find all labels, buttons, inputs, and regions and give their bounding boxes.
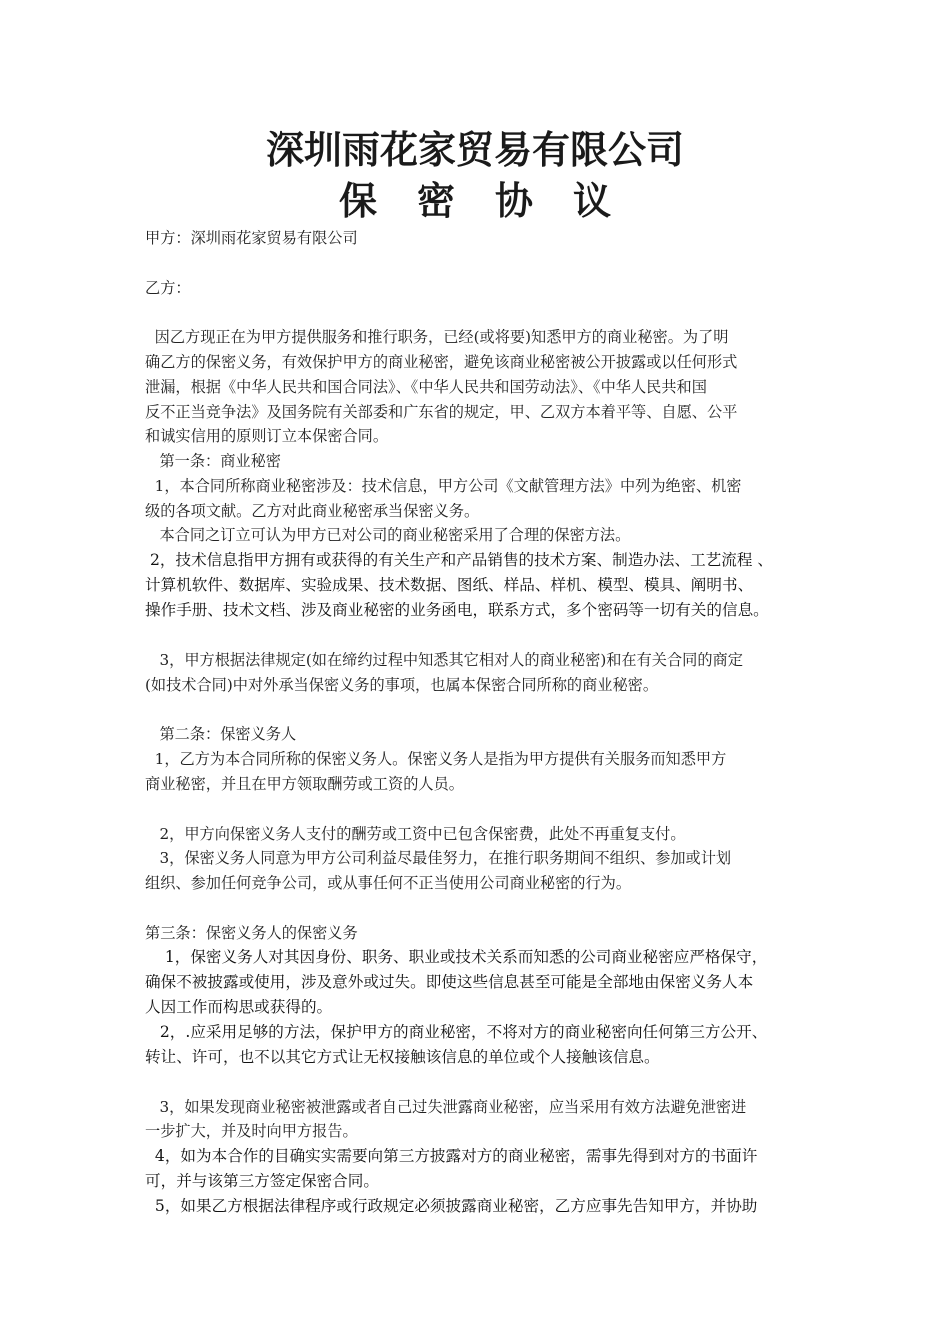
paragraph-line: 人因工作而构思或获得的。 — [145, 998, 333, 1016]
section-heading: 第二条：保密义务人 — [145, 725, 297, 743]
paragraph-line: 5，如果乙方根据法律程序或行政规定必须披露商业秘密，乙方应事先告知甲方，并协助 — [145, 1197, 758, 1215]
paragraph-line: 商业秘密，并且在甲方领取酬劳或工资的人员。 — [145, 775, 464, 793]
party-b-line: 乙方： — [145, 279, 191, 297]
paragraph-line: 1，保密义务人对其因身份、职务、职业或技术关系而知悉的公司商业秘密应严格保守， — [145, 948, 768, 966]
paragraph-line: 3，保密义务人同意为甲方公司利益尽最佳努力，在推行职务期间不组织、参加或计划 — [145, 849, 732, 867]
document-subtitle: 保密协议 — [338, 179, 651, 223]
paragraph-line: 可，并与该第三方签定保密合同。 — [145, 1172, 379, 1190]
paragraph-line: 2，甲方向保密义务人支付的酬劳或工资中已包含保密费，此处不再重复支付。 — [145, 825, 686, 843]
section-heading: 第三条：保密义务人的保密义务 — [145, 924, 358, 942]
paragraph-line: 泄漏，根据《中华人民共和国合同法》、《中华人民共和国劳动法》、《中华人民共和国 — [145, 378, 707, 396]
paragraph-line: 确乙方的保密义务，有效保护甲方的商业秘密，避免该商业秘密被公开披露或以任何形式 — [145, 353, 738, 371]
paragraph-line: 1，乙方为本合同所称的保密义务人。保密义务人是指为甲方提供有关服务而知悉甲方 — [145, 750, 727, 768]
paragraph-line: 1，本合同所称商业秘密涉及：技术信息，甲方公司《文献管理方法》中列为绝密、机密 — [145, 477, 742, 495]
paragraph-line: 确保不被披露或使用，涉及意外或过失。即使这些信息甚至可能是全部地由保密义务人本 — [145, 973, 754, 991]
document-title: 深圳雨花家贸易有限公司 — [265, 128, 684, 172]
paragraph-line: (如技术合同)中对外承当保密义务的事项，也属本保密合同所称的商业秘密。 — [145, 676, 659, 694]
paragraph-line: 3，如果发现商业秘密被泄露或者自己过失泄露商业秘密，应当采用有效方法避免泄密进 — [145, 1098, 747, 1116]
paragraph-line: 和诚实信用的原则订立本保密合同。 — [145, 427, 388, 445]
paragraph-line: 组织、参加任何竞争公司，或从事任何不正当使用公司商业秘密的行为。 — [145, 874, 631, 892]
paragraph-line: 本合同之订立可认为甲方已对公司的商业秘密采用了合理的保密方法。 — [145, 526, 631, 544]
paragraph-line: 3，甲方根据法律规定(如在缔约过程中知悉其它相对人的商业秘密)和在有关合同的商定 — [145, 651, 743, 669]
paragraph-line: 操作手册、技术文档、涉及商业秘密的业务函电，联系方式，多个密码等一切有关的信息。 — [145, 601, 769, 619]
paragraph-line: 反不正当竞争法》及国务院有关部委和广东省的规定，甲、乙双方本着平等、自愿、公平 — [145, 403, 738, 421]
party-a-line: 甲方：深圳雨花家贸易有限公司 — [145, 229, 358, 247]
paragraph-line: 2，技术信息指甲方拥有或获得的有关生产和产品销售的技术方案、制造办法、工艺流程 、 — [145, 551, 773, 569]
paragraph-line: 转让、许可，也不以其它方式让无权接触该信息的单位或个人接触该信息。 — [145, 1048, 660, 1066]
paragraph-line: 因乙方现正在为甲方提供服务和推行职务，已经(或将要)知悉甲方的商业秘密。为了明 — [145, 328, 729, 346]
paragraph-line: 2，.应采用足够的方法，保护甲方的商业秘密，不将对方的商业秘密向任何第三方公开、 — [145, 1023, 768, 1041]
section-heading: 第一条：商业秘密 — [145, 452, 281, 470]
paragraph-line: 4，如为本合作的目确实实需要向第三方披露对方的商业秘密，需事先得到对方的书面许 — [145, 1147, 758, 1165]
paragraph-line: 计算机软件、数据库、实验成果、技术数据、图纸、样品、样机、模型、模具、阐明书、 — [145, 576, 754, 594]
paragraph-line: 一步扩大，并及时向甲方报告。 — [145, 1122, 358, 1140]
paragraph-line: 级的各项文献。乙方对此商业秘密承当保密义务。 — [145, 502, 480, 520]
